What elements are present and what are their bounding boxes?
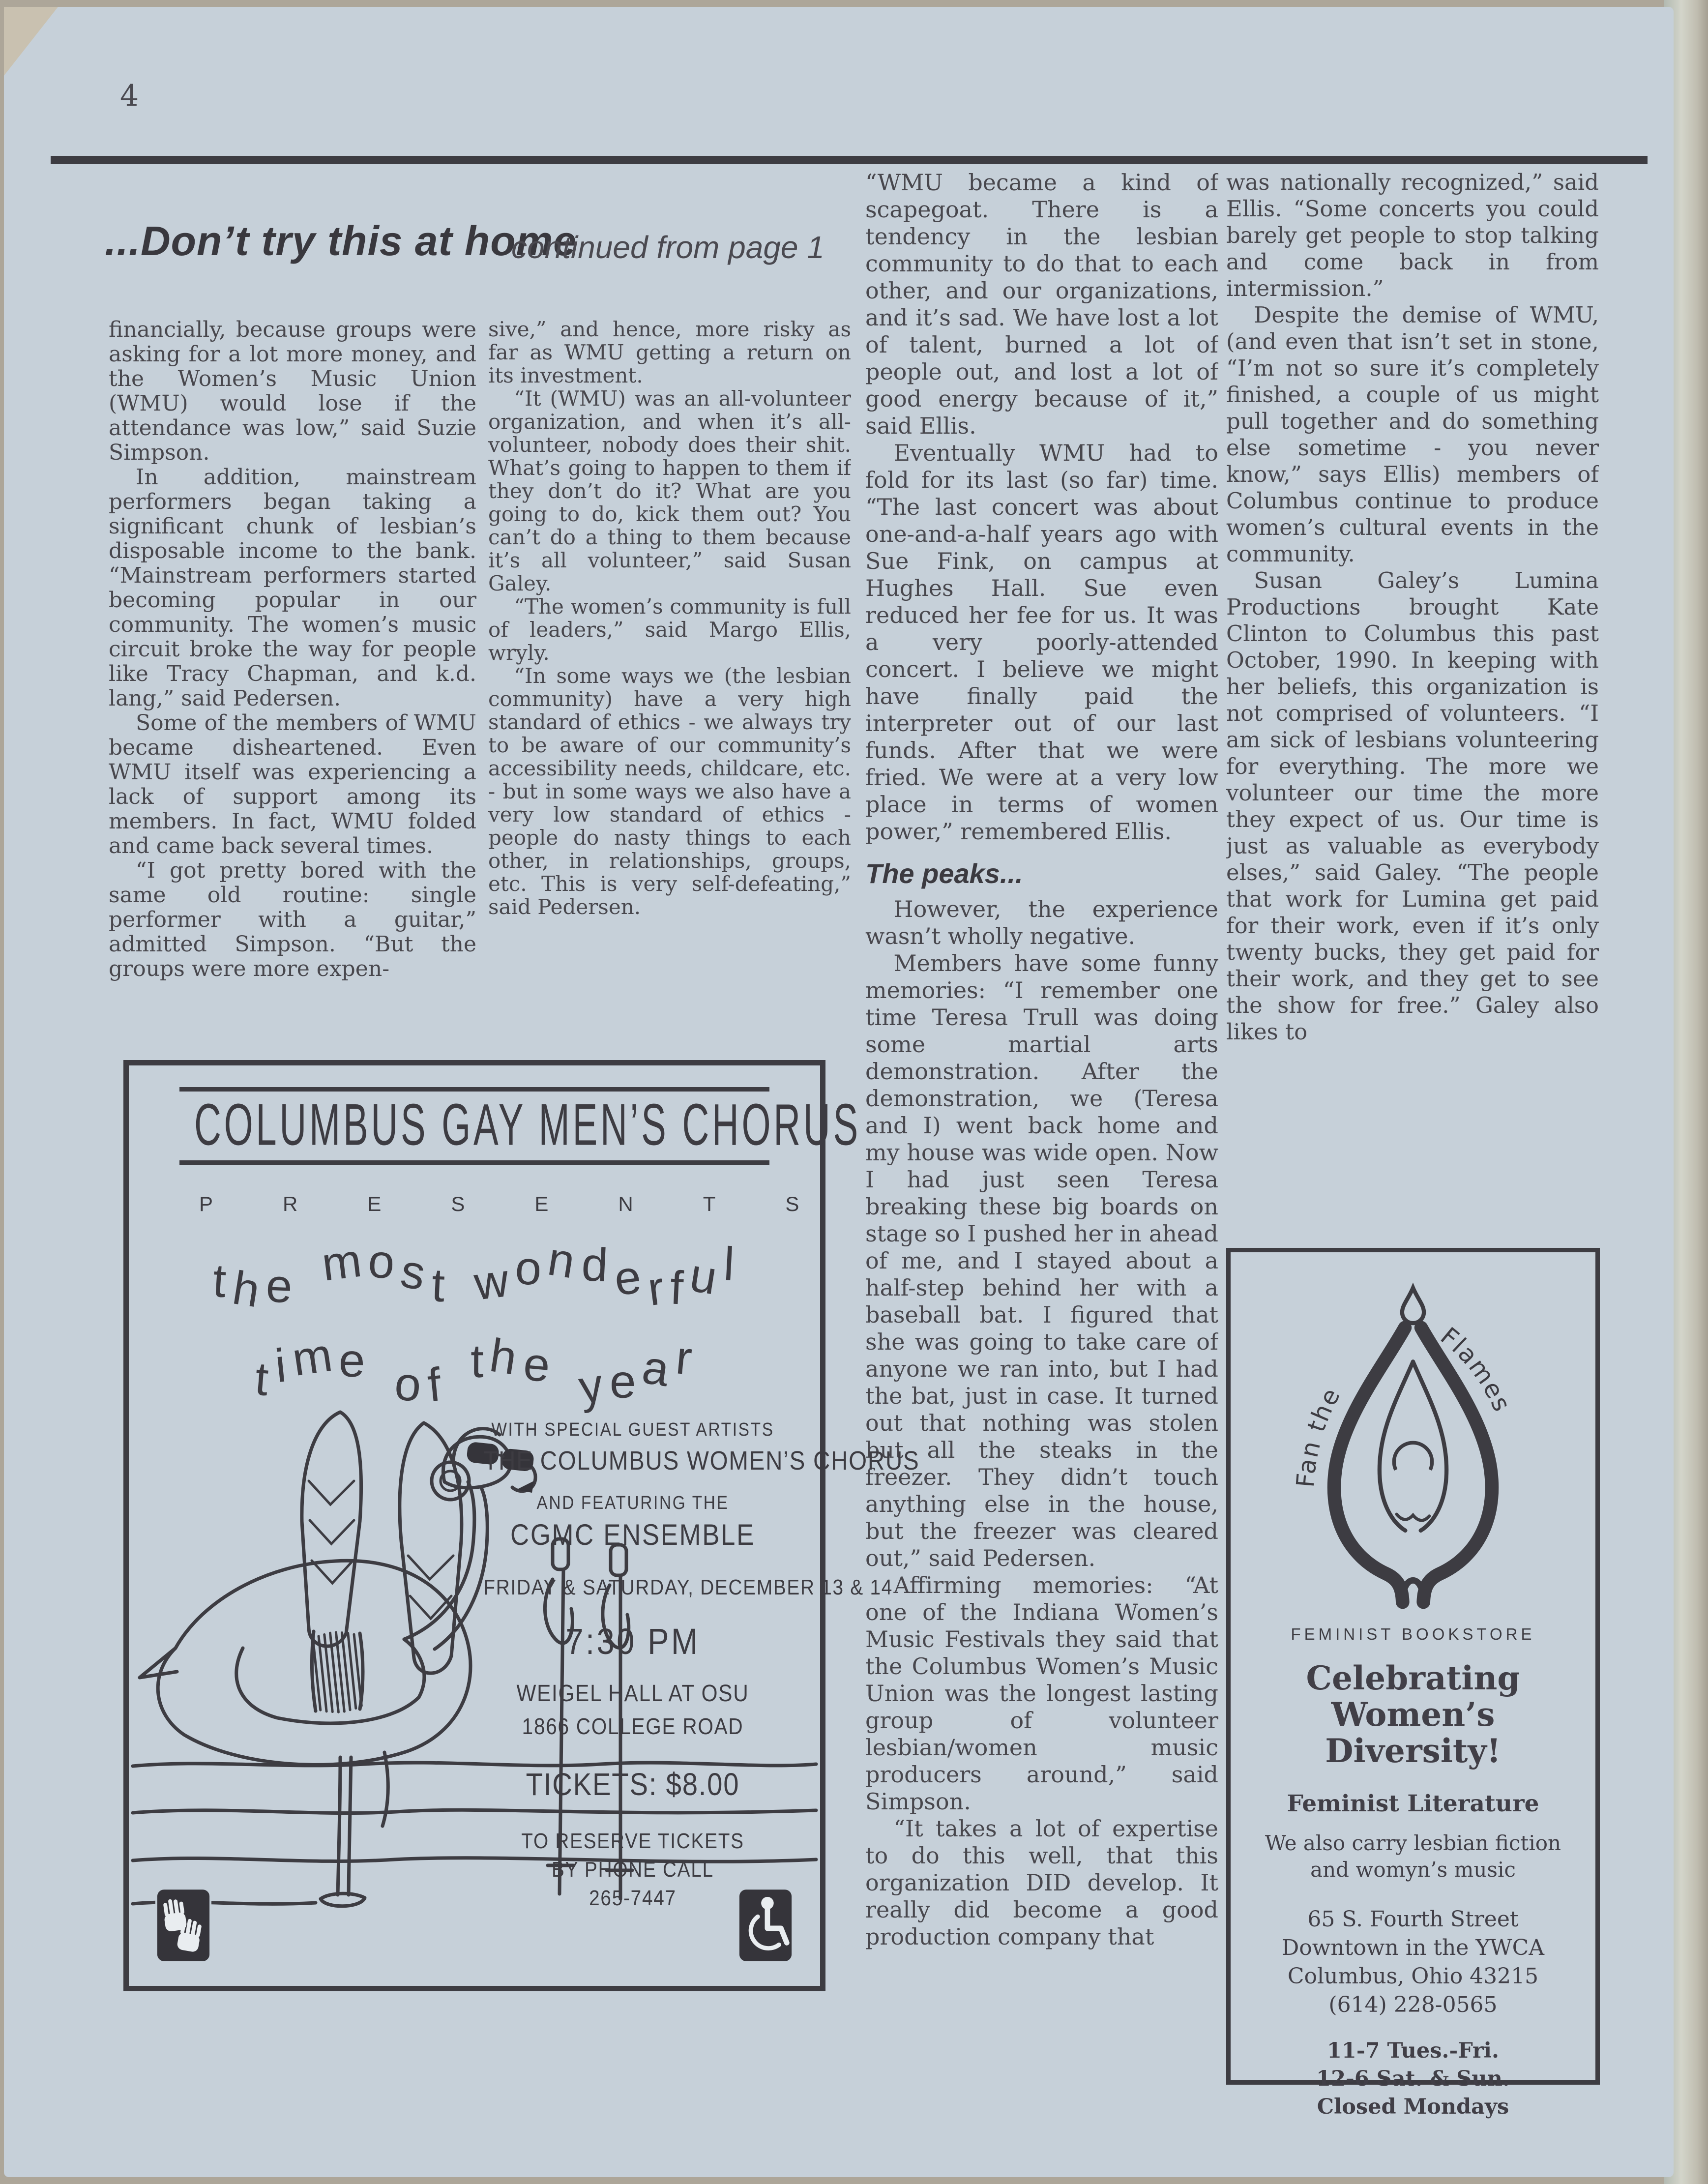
cgmc-guest-name: THE COLUMBUS WOMEN’S CHORUS xyxy=(483,1446,920,1476)
article-paragraph: Some of the members of WMU became disheartened. Even WMU itself was experiencing a lack of support among its members. In fact, WMU folded and came back several times. xyxy=(109,710,476,858)
hours-line: 11-7 Tues.-Fri. xyxy=(1326,2038,1499,2064)
article-paragraph: In addition, mainstream performers began taking a significant chunk of lesbian’s disposable income to the bank. “Mainstream performers started becoming popular in our community. The women’s music circuit broke the way for people like Tracy Chapman, and k.d. lang,” said Pedersen. xyxy=(109,465,476,711)
article-paragraph: sive,” and hence, more risky as far as WMU getting a return on its investment. xyxy=(488,318,851,387)
bookstore-phone: (614) 228-0565 xyxy=(1328,1992,1498,2018)
page-number: 4 xyxy=(120,79,139,113)
logo-text-left: Fan the xyxy=(1291,1382,1347,1489)
bookstore-subhead: Feminist Literature xyxy=(1287,1790,1539,1817)
article-paragraph: “The women’s community is full of leaders,” said Margo Ellis, wryly. xyxy=(488,594,851,665)
cgmc-reserve-line1: TO RESERVE TICKETS xyxy=(521,1829,744,1853)
page-corner xyxy=(4,7,58,76)
article-paragraph: “It takes a lot of expertise to do this well, that this organization DID develop. It really did become a good production company that xyxy=(865,1815,1218,1950)
article-paragraph: Susan Galey’s Lumina Productions brought Kate Clinton to Columbus this past October, 1990. In keeping with her beliefs, this organization is not comprised of volunteers. “I am sick of lesbians volunteering for everything. The more we volunteer our time the more they expect of us. Our time is just as valuable as everybody elses,” said Galey. “The people that work for Lumina get paid for their work, even if it’s only twenty bucks, they get paid for their work, and they get to see the show for free.” Galey also likes to xyxy=(1226,567,1599,1045)
article-paragraph: financially, because groups were asking for a lot more money, and the Women’s Music Union (WMU) would lose if the attendance was low,” said Suzie Simpson. xyxy=(109,318,476,465)
article-column-4 xyxy=(1226,169,1599,1231)
article-paragraph: Despite the demise of WMU, (and even that isn’t set in stone, “I’m not so sure it’s completely finished, a couple of us might pull together and do something else sometime - you never know,” says Ellis) members of Columbus continue to produce women’s cultural events in the community. xyxy=(1226,302,1599,567)
cgmc-title-block xyxy=(179,1087,861,1165)
hours-line: Closed Mondays xyxy=(1317,2094,1509,2119)
logo-text-right: Flames xyxy=(1435,1322,1517,1417)
sign-language-icon xyxy=(154,1887,212,1964)
article-column-1 xyxy=(109,318,476,1055)
continued-note: continued from page 1 xyxy=(511,230,825,265)
feminist-bookstore-ad xyxy=(1226,1248,1600,2119)
article-paragraph: “It (WMU) was an all-volunteer organization, and when it’s all-volunteer, nobody does their shit. What’s going to happen to them if they don’t do it? What are you going to do, kick them out? You can’t do a thing to them because it’s all volunteer,” said Susan Galey. xyxy=(488,386,851,595)
bookstore-type-label: FEMINIST BOOKSTORE xyxy=(1291,1625,1535,1643)
address-line: Columbus, Ohio 43215 xyxy=(1287,1964,1539,1989)
cgmc-reserve-line2: BY PHONE CALL xyxy=(552,1858,714,1882)
cgmc-concert-ad xyxy=(123,1060,920,1991)
article-headline: ...Don’t try this at home xyxy=(105,218,577,264)
cgmc-time: 7:30 PM xyxy=(565,1621,700,1662)
wheelchair-icon xyxy=(736,1887,795,1964)
article-paragraph: “I got pretty bored with the same old routine: single performer with a guitar,” admitted Simpson. “But the groups were more expen- xyxy=(109,858,476,981)
article-column-3 xyxy=(865,169,1218,2165)
cgmc-dates: FRIDAY & SATURDAY, DECEMBER 13 & 14 xyxy=(483,1575,893,1599)
bookstore-headline: Celebrating Women’s Diversity! xyxy=(1306,1659,1520,1770)
section-subheading: The peaks... xyxy=(865,858,1023,889)
bookstore-description: We also carry lesbian fiction and womyn’s music xyxy=(1265,1830,1561,1882)
article-paragraph: Affirming memories: “At one of the Indiana Women’s Music Festivals they said that the Columbus Women’s Music Union was the longest lasting group of volunteer lesbian/women music producers around,” said Simpson. xyxy=(865,1572,1218,1815)
article-column-2 xyxy=(488,318,851,1055)
bookstore-address-block xyxy=(1231,1905,1595,2019)
cgmc-title: COLUMBUS GAY MEN’S CHORUS xyxy=(194,1092,861,1157)
cgmc-venue-address: 1866 COLLEGE ROAD xyxy=(522,1713,744,1739)
address-line: 65 S. Fourth Street xyxy=(1307,1906,1519,1932)
cgmc-featuring-name: CGMC ENSEMBLE xyxy=(510,1518,755,1551)
fan-the-flames-logo xyxy=(1275,1278,1551,1622)
article-paragraph: Members have some funny memories: “I remember one time Teresa Trull was doing some martial arts demonstration. After the demonstration, we (Teresa and I) went back home and my house was wide open. Now I had just seen Teresa breaking these big boards on stage so I pushed her in ahead of me, and I stayed about a half-step behind her with a baseball bat. I figured that she was going to take care of anyone we ran into, but I had the bat, just in case. It turned out that nothing was stolen but all the steaks in the freezer. They didn’t touch anything else in the house, but the freezer was cleared out,” said Pedersen. xyxy=(865,950,1218,1571)
article-paragraph: “In some ways we (the lesbian community) have a very high standard of ethics - we always try to be aware of our community’s accessibility needs, childcare, etc. - but in some ways we also have a very low standard of ethics - people do nasty things to each other, in relationships, groups, etc. This is very self-defeating,” said Pedersen. xyxy=(488,664,851,919)
cgmc-featuring-intro: AND FEATURING THE xyxy=(536,1493,729,1513)
cgmc-venue: WEIGEL HALL AT OSU xyxy=(516,1681,749,1707)
article-paragraph: However, the experience wasn’t wholly negative. xyxy=(865,896,1218,949)
cgmc-phone-number: 265-7447 xyxy=(589,1886,677,1910)
article-paragraph: Eventually WMU had to fold for its last (so far) time. “The last concert was about one-and-a-half years ago with Sue Fink, on campus at Hughes Hall. Sue even reduced her fee for us. It was a very poorly-attended concert. I believe we might have finally paid the interpreter out of our last funds. After that we were fried. We were at a very low place in terms of women power,” remembered Ellis. xyxy=(865,440,1218,845)
cgmc-guest-intro: WITH SPECIAL GUEST ARTISTS xyxy=(491,1419,774,1440)
article-paragraph: was nationally recognized,” said Ellis. “Some concerts you could barely get people to stop talking and come back in from intermission.” xyxy=(1226,169,1599,301)
hours-line: 12-6 Sat. & Sun. xyxy=(1316,2066,1510,2091)
address-line: Downtown in the YWCA xyxy=(1281,1935,1545,1960)
header-rule xyxy=(51,156,1648,164)
newspaper-page xyxy=(4,7,1674,2177)
cgmc-event-details xyxy=(463,1419,920,1911)
cgmc-presents-label: PRESENTS xyxy=(199,1192,869,1215)
article-paragraph: “WMU became a kind of scapegoat. There is a tendency in the lesbian community to do that to each other, and our organizations, and it’s sad. We have lost a lot of talent, burned a lot of people out, and lost a lot of good energy because of it,” said Ellis. xyxy=(865,169,1218,439)
cgmc-tagline-line1: the most wonderful xyxy=(211,1232,737,1318)
cgmc-ticket-price: TICKETS: $8.00 xyxy=(526,1767,740,1802)
bookstore-hours-block xyxy=(1231,2037,1595,2121)
cgmc-tagline-line2: time of the year xyxy=(253,1328,696,1414)
